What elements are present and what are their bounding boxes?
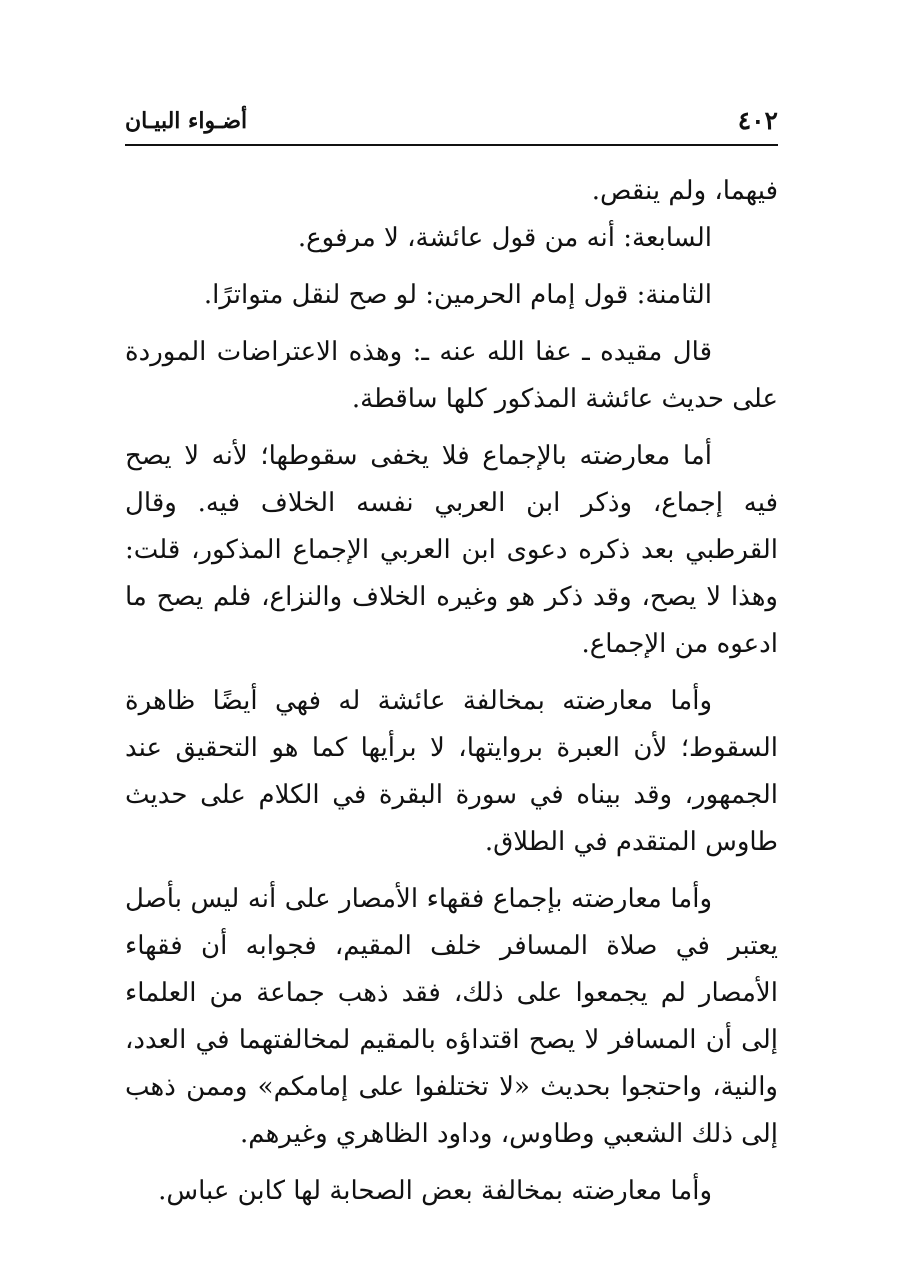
paragraph-author-remark: قال مقيده ـ عفا الله عنه ـ: وهذه الاعتراضات الموردة على حديث عائشة المذكور كلها ساقطة. [125, 337, 778, 414]
paragraph-eighth-objection: الثامنة: قول إمام الحرمين: لو صح لنقل متواترًا. [203, 280, 712, 310]
book-title: أضـواء البيـان [125, 108, 248, 134]
running-header [125, 96, 778, 146]
paragraph-continuation: فيهما، ولم ينقص. [591, 176, 778, 206]
page-number: ٤٠٢ [737, 106, 778, 135]
paragraph-aisha-reply: وأما معارضته بمخالفة عائشة له فهي أيضًا ظاهرة السقوط؛ لأن العبرة بروايتها، لا برأيها كما هو التحقيق عند الجمهور، وقد بيناه في سورة البقرة في الكلام على حديث طاوس المتقدم في الطلاق. [125, 686, 778, 857]
paragraph-seventh-objection: السابعة: أنه من قول عائشة، لا مرفوع. [297, 223, 712, 253]
page [125, 96, 778, 1215]
body-text [125, 146, 778, 1215]
paragraph-companions-reply: وأما معارضته بمخالفة بعض الصحابة لها كابن عباس. [158, 1176, 712, 1206]
paragraph-jurists-reply: وأما معارضته بإجماع فقهاء الأمصار على أنه ليس بأصل يعتبر في صلاة المسافر خلف المقيم، فجوابه أن فقهاء الأمصار لم يجمعوا على ذلك، فقد ذهب جماعة من العلماء إلى أن المسافر لا يصح اقتداؤه بالمقيم لمخالفتهما في العدد، والنية، واحتجوا بحديث «لا تختلفوا على إمامكم» وممن ذهب إلى ذلك الشعبي وطاوس، وداود الظاهري وغيرهم. [125, 884, 778, 1149]
paragraph-ijma-reply: أما معارضته بالإجماع فلا يخفى سقوطها؛ لأنه لا يصح فيه إجماع، وذكر ابن العربي نفسه الخلاف فيه. وقال القرطبي بعد ذكره دعوى ابن العربي الإجماع المذكور، قلت: وهذا لا يصح، وقد ذكر هو وغيره الخلاف والنزاع، فلم يصح ما ادعوه من الإجماع. [125, 441, 778, 659]
